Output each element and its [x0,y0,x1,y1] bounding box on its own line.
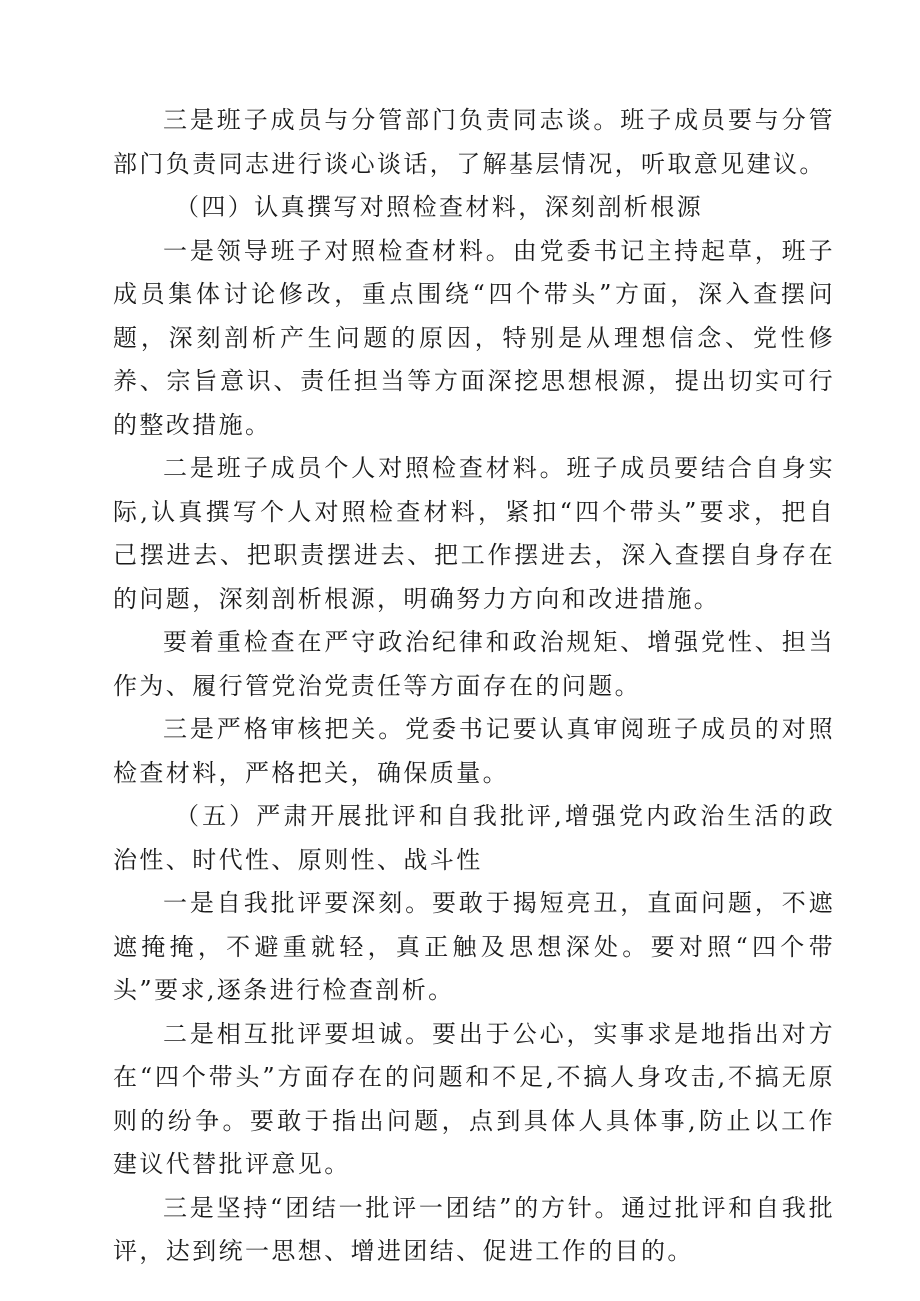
paragraph-individual-inspection-material: 二是班子成员个人对照检查材料。班子成员要结合自身实际,认真撰写个人对照检查材料，紧扣“四个带头”要求，把自己摆进去、把职责摆进去、把工作摆进去，深入查摆自身存在的问题，深刻剖析根源，明确努力方向和改进措施。 [113,454,835,613]
paragraph-talk-with-department-heads: 三是班子成员与分管部门负责同志谈。班子成员要与分管部门负责同志进行谈心谈话，了解基层情况，听取意见建议。 [113,106,835,178]
document-body [113,99,835,1274]
paragraph-key-inspection-focus: 要着重检查在严守政治纪律和政治规矩、增强党性、担当作为、履行管党治党责任等方面存在的问题。 [113,628,835,700]
paragraph-mutual-criticism: 二是相互批评要坦诚。要出于公心，实事求是地指出对方在“四个带头”方面存在的问题和不足,不搞人身攻击,不搞无原则的纷争。要敢于指出问题，点到具体人具体事,防止以工作建议代替批评意见。 [113,1019,835,1178]
section-heading-four: （四）认真撰写对照检查材料，深刻剖析根源 [175,193,703,221]
section-heading-five: （五）严肃开展批评和自我批评,增强党内政治生活的政治性、时代性、原则性、战斗性 [113,802,835,874]
paragraph-self-criticism: 一是自我批评要深刻。要敢于揭短亮丑，直面问题，不遮遮掩掩，不避重就轻，真正触及思想深处。要对照“四个带头”要求,逐条进行检查剖析。 [113,889,835,1004]
paragraph-leadership-inspection-material: 一是领导班子对照检查材料。由党委书记主持起草，班子成员集体讨论修改，重点围绕“四个带头”方面，深入查摆问题，深刻剖析产生问题的原因，特别是从理想信念、党性修养、宗旨意识、责任担当等方面深挖思想根源，提出切实可行的整改措施。 [113,236,835,439]
paragraph-unity-principle: 三是坚持“团结一批评一团结”的方针。通过批评和自我批评，达到统一思想、增进团结、促进工作的目的。 [113,1193,835,1265]
paragraph-strict-review: 三是严格审核把关。党委书记要认真审阅班子成员的对照检查材料，严格把关，确保质量。 [113,715,835,787]
